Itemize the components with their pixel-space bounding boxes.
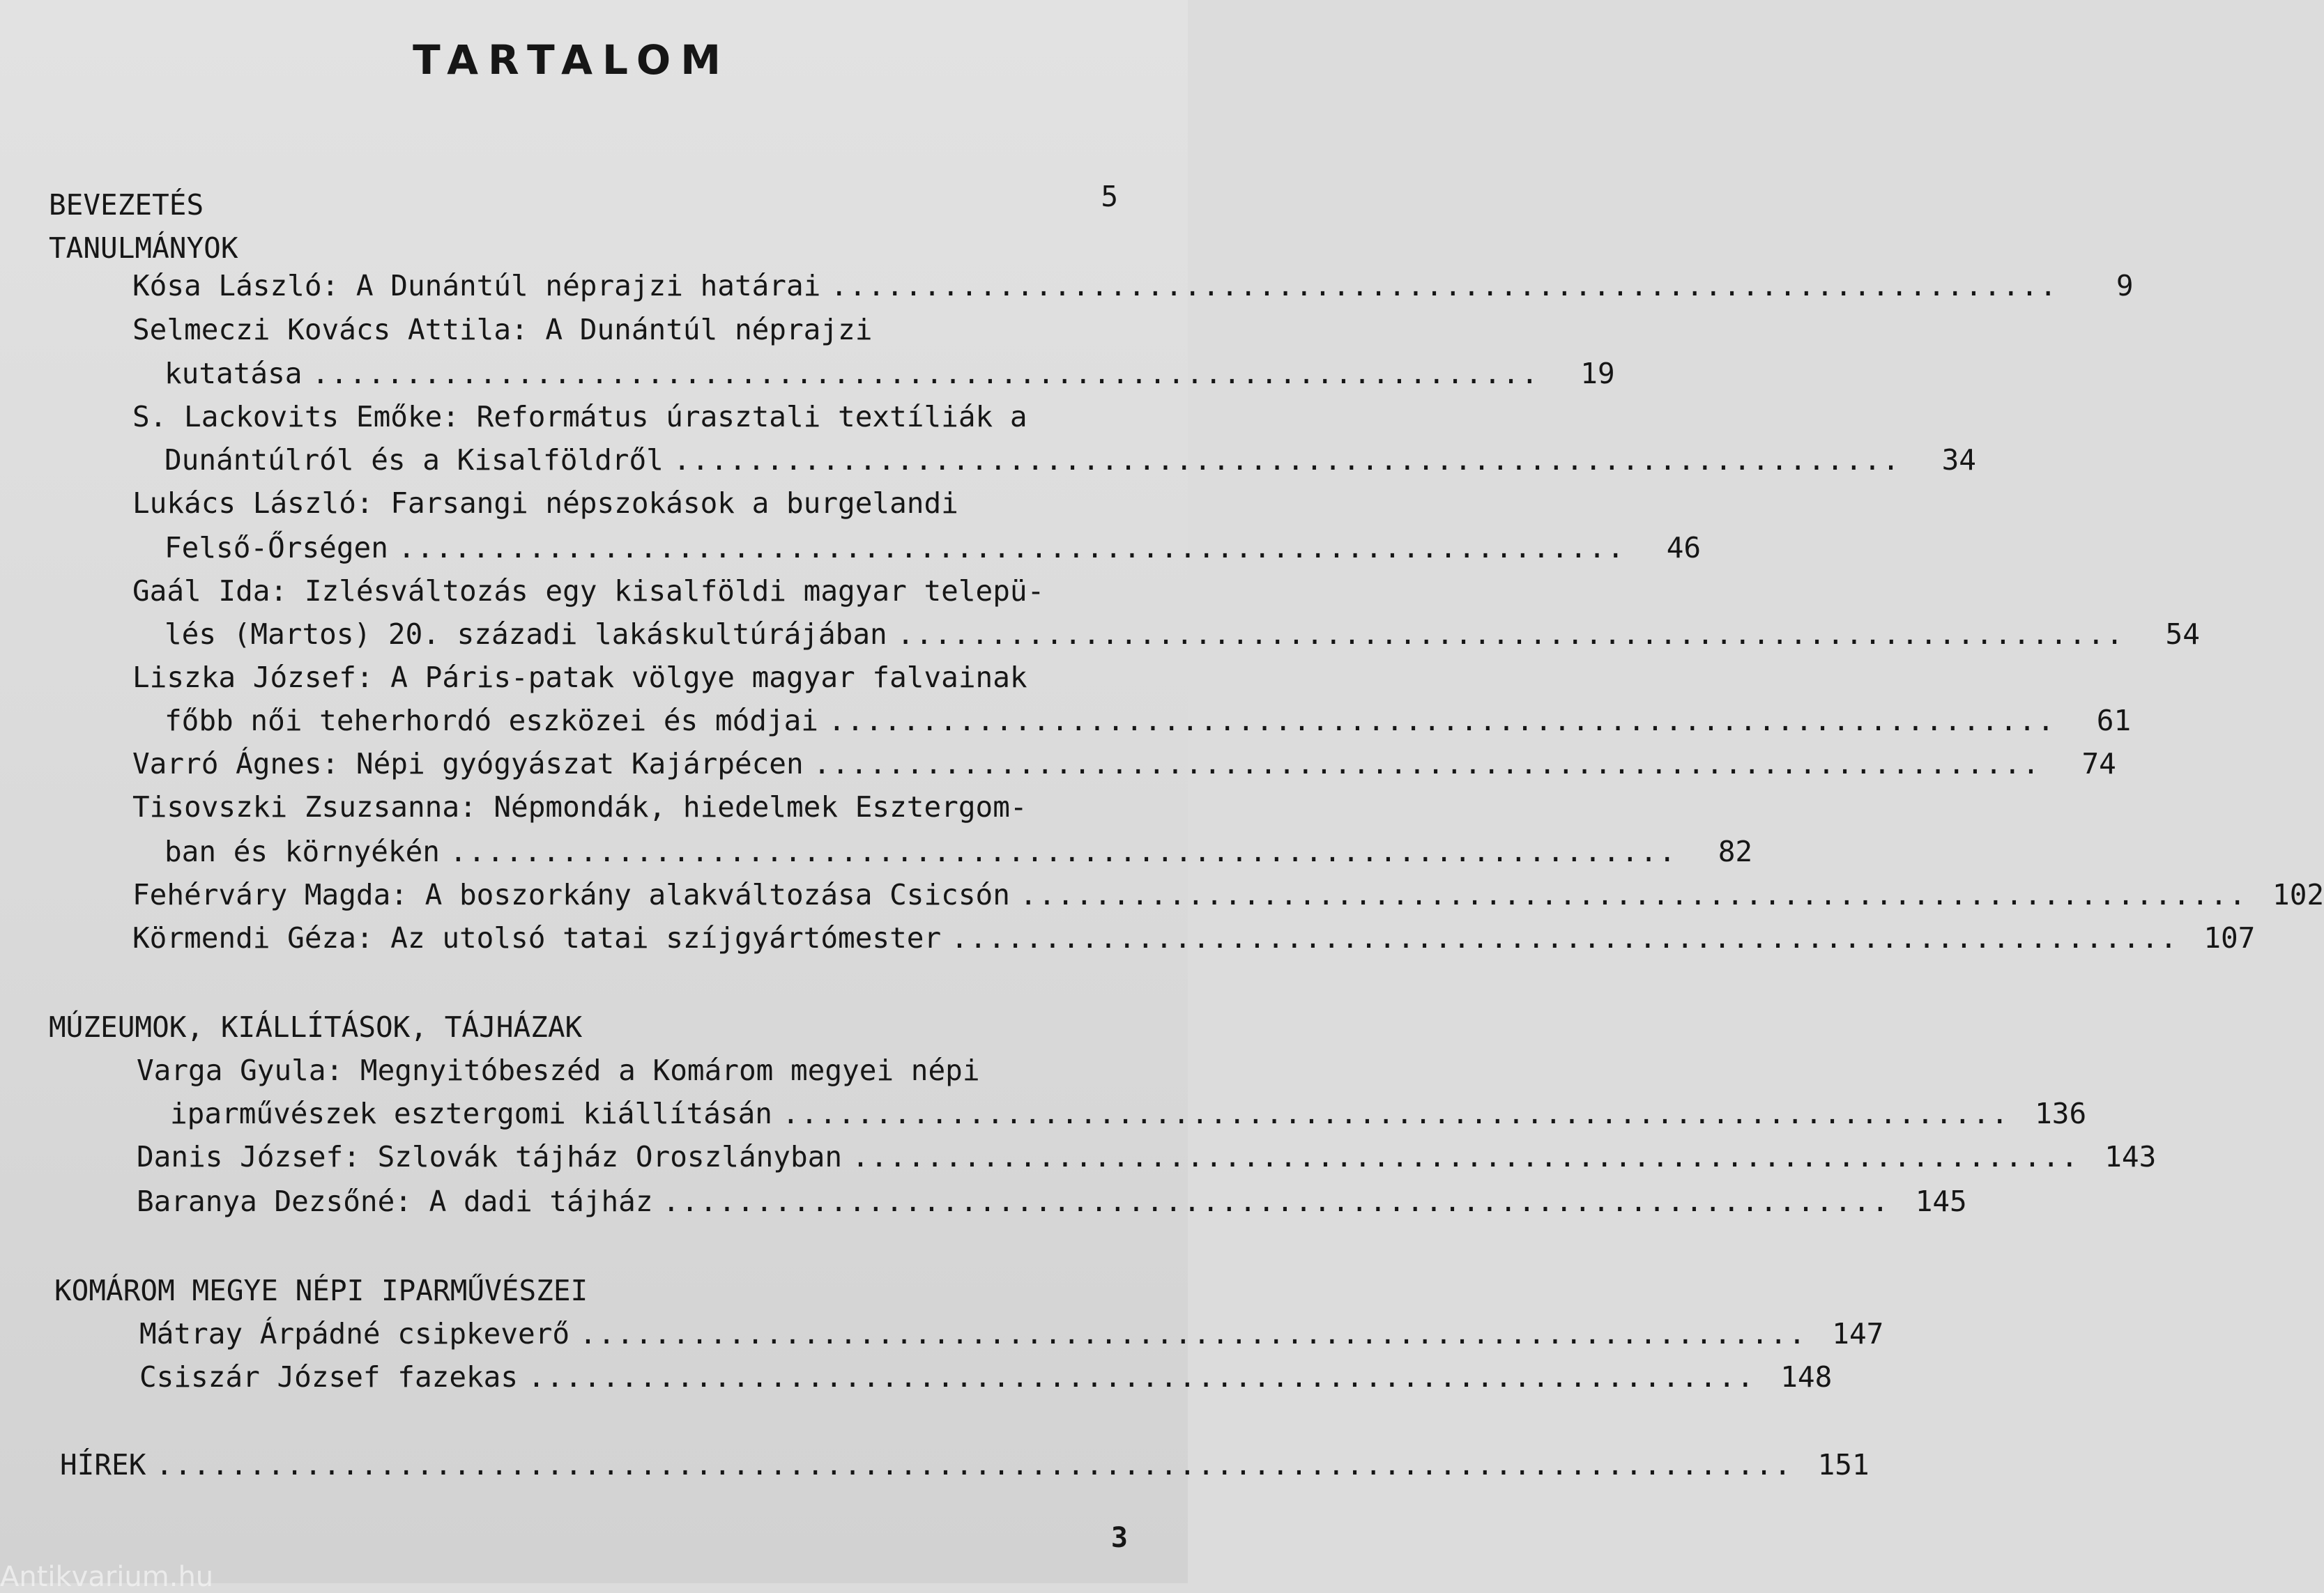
toc-entry[interactable] xyxy=(170,1093,2087,1137)
toc-entry-title: lés (Martos) 20. századi lakáskultúrájában xyxy=(165,617,887,651)
toc-page-number: 54 xyxy=(2165,617,2200,651)
dot-leader: .................................................................. xyxy=(830,269,2058,302)
toc-section-heading: TANULMÁNYOK xyxy=(49,231,238,265)
toc-entry-line[interactable]: Gaál Ida: Izlésváltozás egy kisalföldi magyar telepü- xyxy=(132,574,1045,608)
page-title: TARTALOM xyxy=(413,36,731,84)
toc-entry-line[interactable]: S. Lackovits Emőke: Református úrasztali textíliák a xyxy=(132,400,1027,433)
dot-leader: .................................................................. xyxy=(528,1360,1756,1394)
toc-page-number: 143 xyxy=(2104,1140,2157,1173)
toc-entry[interactable] xyxy=(132,743,2116,787)
toc-entry[interactable] xyxy=(165,613,2200,658)
toc-entry[interactable] xyxy=(132,265,2134,309)
toc-entry[interactable] xyxy=(137,1180,1967,1225)
toc-entry-title: Danis József: Szlovák tájház Oroszlányban xyxy=(137,1140,843,1173)
toc-section-heading: HÍREK xyxy=(60,1448,146,1482)
dot-leader: .................................................................. xyxy=(1019,878,2248,911)
toc-page-number: 136 xyxy=(2035,1097,2087,1130)
toc-page-number: 148 xyxy=(1780,1360,1833,1394)
toc-page-number: 74 xyxy=(2081,747,2116,780)
toc-entry[interactable] xyxy=(139,1356,1833,1401)
page-number: 3 xyxy=(1110,1522,1128,1554)
toc-entry-title: kutatása xyxy=(165,357,303,390)
toc-entry[interactable] xyxy=(132,917,2256,962)
toc-page-number: 5 xyxy=(1101,180,1118,213)
toc-section-heading: KOMÁROM MEGYE NÉPI IPARMŰVÉSZEI xyxy=(54,1274,588,1307)
toc-entry[interactable] xyxy=(165,700,2132,744)
toc-entry-title: Körmendi Géza: Az utolsó tatai szíjgyártómester xyxy=(132,921,942,955)
toc-entry-title: iparművészek esztergomi kiállításán xyxy=(170,1097,772,1130)
toc-page-number: 151 xyxy=(1817,1448,1870,1482)
watermark: Antikvarium.hu xyxy=(0,1561,214,1593)
toc-page-number: 145 xyxy=(1915,1185,1967,1218)
toc-entry[interactable] xyxy=(165,527,1702,571)
toc-entry-title: Mátray Árpádné csipkeverő xyxy=(139,1317,570,1350)
toc-entry-line[interactable]: Varga Gyula: Megnyitóbeszéd a Komárom megyei népi xyxy=(137,1054,980,1087)
toc-section-heading: MÚZEUMOK, KIÁLLÍTÁSOK, TÁJHÁZAK xyxy=(49,1010,583,1044)
toc-page-number: 9 xyxy=(2116,269,2134,302)
toc-page-number: 61 xyxy=(2096,704,2132,737)
dot-leader: .................................................................. xyxy=(813,747,2041,780)
toc-section-heading: BEVEZETÉS xyxy=(49,188,204,222)
dot-leader: .................................................................. xyxy=(579,1317,1807,1350)
toc-entry-title: Baranya Dezsőné: A dadi tájház xyxy=(137,1185,653,1218)
toc-entry-title: Varró Ágnes: Népi gyógyászat Kajárpécen xyxy=(132,747,804,780)
toc-entry-line[interactable]: Lukács László: Farsangi népszokások a burgelandi xyxy=(132,486,958,520)
dot-leader: .................................................................. xyxy=(828,704,2056,737)
toc-entry[interactable] xyxy=(132,874,2324,918)
dot-leader: .................................................................. xyxy=(662,1185,1890,1218)
toc-page-number: 46 xyxy=(1666,531,1702,564)
dot-leader: ........................................................................................ xyxy=(155,1448,1793,1482)
dot-leader: .................................................................. xyxy=(951,921,2179,955)
toc-entry[interactable] xyxy=(165,831,1753,875)
toc-entry[interactable] xyxy=(137,1136,2157,1180)
toc-entry-title: Dunántúlról és a Kisalföldről xyxy=(165,443,664,477)
toc-entry-title: Csiszár József fazekas xyxy=(139,1360,519,1394)
dot-leader: .................................................................. xyxy=(673,443,1901,477)
toc-entry-title: ban és környékén xyxy=(165,835,440,868)
dot-leader: .................................................................. xyxy=(781,1097,2010,1130)
toc-page-number: 19 xyxy=(1580,357,1615,390)
toc-page-number: 147 xyxy=(1832,1317,1884,1350)
toc-entry[interactable] xyxy=(165,439,1976,484)
toc-entry-line[interactable]: Liszka József: A Páris-patak völgye magyar falvainak xyxy=(132,661,1027,694)
toc-entry[interactable] xyxy=(165,353,1615,397)
toc-page-number: 102 xyxy=(2272,878,2324,911)
toc-entry-title: főbb női teherhordó eszközei és módjai xyxy=(165,704,818,737)
toc-entry-title: Felső-Őrségen xyxy=(165,531,388,564)
dot-leader: .................................................................. xyxy=(449,835,1678,868)
toc-entry-title: Fehérváry Magda: A boszorkány alakváltozása Csicsón xyxy=(132,878,1010,911)
toc-page-number: 82 xyxy=(1718,835,1753,868)
dot-leader: .................................................................. xyxy=(852,1140,2080,1173)
toc-entry-line[interactable]: Selmeczi Kovács Attila: A Dunántúl néprajzi xyxy=(132,313,873,346)
toc-entry[interactable] xyxy=(60,1444,1870,1488)
toc-page-number: 107 xyxy=(2203,921,2256,955)
dot-leader: .................................................................. xyxy=(397,531,1626,564)
toc-entry-title: Kósa László: A Dunántúl néprajzi határai xyxy=(132,269,821,302)
dot-leader: .................................................................. xyxy=(312,357,1540,390)
toc-entry-line[interactable]: Tisovszki Zsuzsanna: Népmondák, hiedelmek Esztergom- xyxy=(132,790,1027,824)
toc-entry[interactable] xyxy=(139,1313,1884,1357)
toc-page-number: 34 xyxy=(1941,443,1976,477)
dot-leader: .................................................................. xyxy=(896,617,2125,651)
